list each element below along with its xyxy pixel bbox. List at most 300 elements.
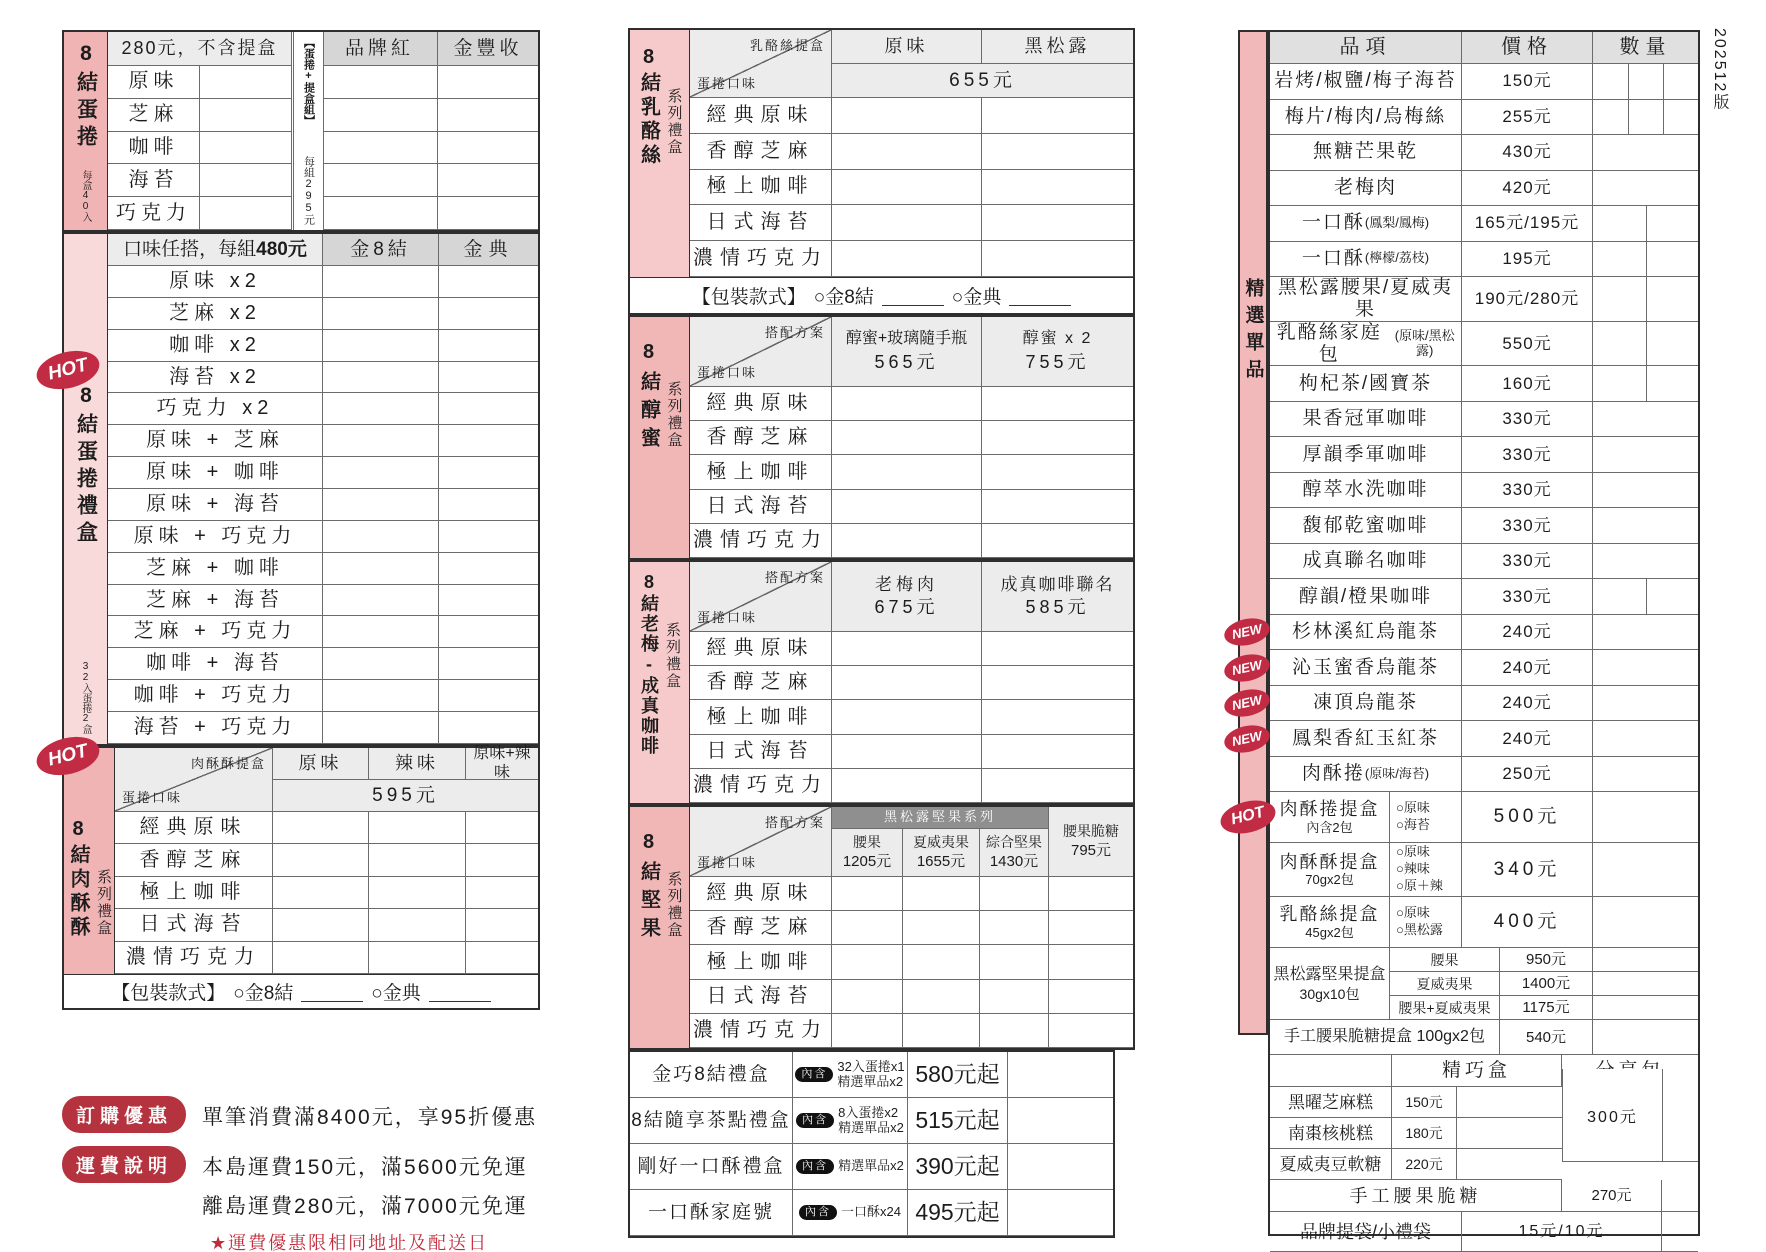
qty-cell[interactable] bbox=[1593, 322, 1698, 367]
sidebar-title: 8結老梅-成真咖啡 bbox=[639, 572, 659, 756]
qty-cell-option1[interactable] bbox=[832, 666, 982, 700]
qty-cell-classic[interactable] bbox=[439, 393, 538, 425]
qty-cell-option2[interactable] bbox=[982, 387, 1133, 421]
qty-cell[interactable] bbox=[1593, 64, 1698, 100]
qty-cell-option1[interactable] bbox=[832, 455, 982, 489]
contents-line-2: 精選單品x2 bbox=[837, 1073, 904, 1089]
qty-cell-option1[interactable] bbox=[832, 524, 982, 558]
item-name-cell bbox=[1270, 757, 1462, 793]
diagonal-top-label: 肉酥酥提盒 bbox=[190, 756, 266, 771]
qty-cell-cashew[interactable] bbox=[832, 911, 903, 945]
table-row bbox=[108, 330, 538, 362]
item-price: 330元 bbox=[1462, 402, 1593, 438]
qty-cell-classic[interactable] bbox=[439, 521, 538, 553]
table-row bbox=[690, 769, 1133, 803]
sidebar-eggroll bbox=[64, 32, 108, 230]
option-price: 585元 bbox=[1025, 597, 1090, 618]
item-name: 老梅肉 bbox=[1333, 176, 1397, 198]
qty-cell-mixed[interactable] bbox=[466, 844, 538, 876]
item-row bbox=[1270, 171, 1698, 207]
qty-cell-classic[interactable] bbox=[439, 457, 538, 489]
flavor-label: 香醇芝麻 bbox=[690, 421, 832, 455]
qty-cell[interactable] bbox=[1593, 171, 1698, 207]
qty-cell-original[interactable] bbox=[832, 170, 982, 206]
option-mixed[interactable]: ○原＋辣 bbox=[1396, 878, 1443, 894]
item-name: 品牌提袋/小禮袋 bbox=[1270, 1212, 1462, 1252]
column-header-mixed: 原味+辣味 bbox=[466, 748, 538, 780]
option-price: 1430元 bbox=[989, 853, 1039, 871]
diagonal-top-label: 搭配方案 bbox=[764, 570, 825, 585]
qty-cell-option1[interactable] bbox=[832, 632, 982, 666]
qty-cell-gold8[interactable] bbox=[323, 457, 439, 489]
qty-cell-cashew[interactable] bbox=[832, 877, 903, 911]
qty-cell-gold8[interactable] bbox=[323, 712, 439, 744]
item-row bbox=[1270, 473, 1698, 509]
variant-label: 夏威夷果 bbox=[1390, 972, 1500, 996]
item-price: 330元 bbox=[1462, 579, 1593, 615]
qty-cell[interactable] bbox=[1593, 437, 1698, 473]
qty-cell-spicy[interactable] bbox=[369, 942, 466, 974]
contents-line-1: 一口酥x24 bbox=[841, 1204, 901, 1220]
qty-cell-truffle[interactable] bbox=[982, 241, 1133, 277]
qty-cell-option1[interactable] bbox=[832, 490, 982, 524]
qty-cell[interactable] bbox=[1593, 757, 1698, 793]
qty-cell[interactable] bbox=[1593, 721, 1698, 757]
qty-cell-spicy[interactable] bbox=[369, 812, 466, 844]
qty-cell-cashew[interactable] bbox=[832, 945, 903, 979]
qty-cell-classic[interactable] bbox=[439, 648, 538, 680]
combo-price: 390元起 bbox=[908, 1144, 1008, 1190]
qty-cell[interactable] bbox=[200, 164, 292, 197]
combo-name: 8結隨享茶點禮盒 bbox=[630, 1098, 793, 1144]
qty-cell-classic[interactable] bbox=[439, 425, 538, 457]
qty-cell-original[interactable] bbox=[273, 844, 369, 876]
column-header-cashew-brittle bbox=[1049, 807, 1133, 877]
column-header-honey-x2 bbox=[982, 317, 1133, 387]
qty-cell-mixed[interactable] bbox=[466, 812, 538, 844]
qty-cell-mixed[interactable] bbox=[466, 909, 538, 941]
diagonal-header bbox=[690, 317, 832, 387]
diagonal-bottom-label: 蛋捲口味 bbox=[697, 610, 758, 625]
section-plum-coffee-giftbox bbox=[628, 560, 1135, 805]
diagonal-header bbox=[690, 30, 832, 98]
order-discount-text: 單筆消費滿8400元，享95折優惠 bbox=[202, 1106, 538, 1129]
qty-cell-option2[interactable] bbox=[982, 421, 1133, 455]
contains-badge: 內含 bbox=[795, 1067, 833, 1082]
qty-cell[interactable] bbox=[1593, 897, 1698, 948]
item-price: 165元/195元 bbox=[1462, 206, 1593, 242]
variant-price: 1175元 bbox=[1500, 996, 1593, 1020]
qty-cell-classic[interactable] bbox=[439, 266, 538, 298]
price-header: 280元，不含提盒 bbox=[108, 32, 292, 66]
fill-blank[interactable] bbox=[882, 285, 944, 306]
qty-cell-option2[interactable] bbox=[982, 632, 1133, 666]
qty-cell[interactable] bbox=[1593, 686, 1698, 722]
shipping-restriction-note: ★運費優惠限相同地址及配送日 bbox=[210, 1233, 489, 1252]
qty-cell-spicy[interactable] bbox=[369, 844, 466, 876]
qty-cell[interactable] bbox=[200, 66, 292, 99]
qty-cell-classic[interactable] bbox=[439, 585, 538, 617]
qty-cell-macadamia[interactable] bbox=[903, 980, 980, 1014]
qty-cell[interactable] bbox=[1008, 1190, 1113, 1236]
flavor-label: 日式海苔 bbox=[690, 735, 832, 769]
section-porksong-giftbox bbox=[62, 746, 540, 1010]
version-tag: 202512版 bbox=[1711, 28, 1728, 112]
diagonal-header bbox=[690, 807, 832, 877]
table-row bbox=[115, 909, 538, 941]
variant-label: 腰果 bbox=[1390, 948, 1500, 972]
qty-cell-brand-red[interactable] bbox=[322, 66, 438, 99]
item-row bbox=[1270, 322, 1698, 367]
qty-cell-cashew[interactable] bbox=[832, 1014, 903, 1048]
item-name-cell bbox=[1270, 64, 1462, 100]
qty-cell-option2[interactable] bbox=[982, 769, 1133, 803]
qty-cell-option1[interactable] bbox=[832, 735, 982, 769]
pork-roll-box-row bbox=[1229, 792, 1698, 843]
variant-row bbox=[1390, 948, 1698, 972]
qty-cell-mixed-nuts[interactable] bbox=[980, 980, 1049, 1014]
qty-cell-original[interactable] bbox=[832, 241, 982, 277]
item-price: 240元 bbox=[1462, 615, 1593, 651]
qty-cell-option2[interactable] bbox=[982, 455, 1133, 489]
sidebar-title: 8結肉酥酥 bbox=[67, 818, 89, 940]
table-row bbox=[690, 98, 1133, 134]
item-price: 330元 bbox=[1462, 473, 1593, 509]
qty-cell[interactable] bbox=[1008, 1098, 1113, 1144]
qty-cell-classic[interactable] bbox=[439, 712, 538, 744]
option-label: 夏威夷果 bbox=[913, 834, 969, 851]
qty-cell[interactable] bbox=[1593, 996, 1698, 1020]
qty-cell[interactable] bbox=[1593, 508, 1698, 544]
qty-cell-brand-red[interactable] bbox=[322, 164, 438, 197]
qty-cell-mixed[interactable] bbox=[466, 877, 538, 909]
qty-cell-option2[interactable] bbox=[982, 735, 1133, 769]
qty-cell-gold8[interactable] bbox=[323, 425, 439, 457]
fill-blank[interactable] bbox=[1009, 285, 1071, 306]
qty-cell-gold8[interactable] bbox=[323, 266, 439, 298]
qty-cell-truffle[interactable] bbox=[982, 170, 1133, 206]
qty-cell-original[interactable] bbox=[273, 909, 369, 941]
qty-cell-option2[interactable] bbox=[982, 700, 1133, 734]
option-original[interactable]: ○原味 bbox=[1396, 800, 1430, 816]
combo-row bbox=[630, 1190, 1113, 1236]
qty-cell[interactable] bbox=[1457, 1087, 1562, 1118]
contains-badge: 內含 bbox=[796, 1113, 834, 1128]
qty-cell-cashew-brittle[interactable] bbox=[1049, 945, 1133, 979]
item-name-cell bbox=[1229, 792, 1390, 843]
qty-cell-original[interactable] bbox=[832, 134, 982, 170]
qty-cell[interactable] bbox=[1662, 1180, 1698, 1212]
qty-cell[interactable] bbox=[1593, 473, 1698, 509]
flavor-label: 濃情巧克力 bbox=[690, 524, 832, 558]
qty-cell-classic[interactable] bbox=[439, 298, 538, 330]
column-header-mixed-nuts bbox=[980, 829, 1049, 877]
column-header-honey-bottle bbox=[832, 317, 982, 387]
table-row bbox=[108, 298, 538, 330]
option-truffle[interactable]: ○黑松露 bbox=[1396, 922, 1443, 938]
variant-price: 950元 bbox=[1500, 948, 1593, 972]
packaging-option-classic[interactable]: ○金典 bbox=[371, 983, 421, 1004]
item-name: 肉酥捲提盒 bbox=[1279, 799, 1380, 820]
option-label: 老梅肉 bbox=[875, 574, 938, 594]
nuts-rows bbox=[690, 877, 1133, 1048]
column-header-original: 原味 bbox=[273, 748, 369, 780]
section-eggroll-giftbox bbox=[62, 232, 540, 746]
item-price: 400元 bbox=[1462, 897, 1593, 948]
qty-cell-brand-red[interactable] bbox=[322, 197, 438, 230]
qty-cell-classic[interactable] bbox=[439, 362, 538, 394]
option-original[interactable]: ○原味 bbox=[1396, 844, 1430, 860]
item-name-cell bbox=[1270, 843, 1390, 897]
qty-cell-macadamia[interactable] bbox=[903, 1014, 980, 1048]
combo-price: 515元起 bbox=[908, 1098, 1008, 1144]
flavor-combo-label: 巧克力 x2 bbox=[108, 393, 323, 425]
section-combo-boxes bbox=[628, 1050, 1115, 1238]
sidebar-honey bbox=[630, 317, 690, 558]
sidebar-title: 8結堅果 bbox=[637, 831, 660, 945]
qty-cell[interactable] bbox=[1593, 615, 1698, 651]
qty-cell-gold8[interactable] bbox=[323, 585, 439, 617]
item-price: 255元 bbox=[1462, 100, 1593, 136]
qty-cell[interactable] bbox=[1593, 948, 1698, 972]
qty-cell-gold8[interactable] bbox=[323, 553, 439, 585]
qty-cell-spicy[interactable] bbox=[369, 877, 466, 909]
qty-cell[interactable] bbox=[1593, 843, 1698, 897]
qty-cell-brand-red[interactable] bbox=[322, 99, 438, 132]
qty-cell-spicy[interactable] bbox=[369, 909, 466, 941]
qty-cell[interactable] bbox=[1457, 1149, 1562, 1180]
qty-cell[interactable] bbox=[200, 99, 292, 132]
item-price: 420元 bbox=[1462, 171, 1593, 207]
qty-cell[interactable] bbox=[1593, 100, 1698, 136]
qty-cell-mixed-nuts[interactable] bbox=[980, 945, 1049, 979]
combo-contents bbox=[793, 1190, 908, 1236]
option-seaweed[interactable]: ○海苔 bbox=[1396, 817, 1430, 833]
table-row bbox=[108, 489, 538, 521]
qty-cell-classic[interactable] bbox=[439, 616, 538, 648]
option-original[interactable]: ○原味 bbox=[1396, 905, 1430, 921]
item-price: 430元 bbox=[1462, 135, 1593, 171]
qty-cell[interactable] bbox=[1008, 1052, 1113, 1098]
qty-cell[interactable] bbox=[1593, 206, 1698, 242]
item-price: 550元 bbox=[1462, 322, 1593, 367]
fill-blank[interactable] bbox=[301, 981, 363, 1002]
item-price: 330元 bbox=[1462, 508, 1593, 544]
pork-crisp-box-row bbox=[1270, 843, 1698, 897]
qty-cell-option2[interactable] bbox=[982, 524, 1133, 558]
sidebar-title: 8結蛋捲 bbox=[74, 42, 98, 152]
qty-cell-gold-harvest[interactable] bbox=[438, 66, 538, 99]
sweet-name: 黑曜芝麻糕 bbox=[1270, 1087, 1392, 1118]
column-header-coffee-collab bbox=[982, 562, 1133, 632]
sidebar-porksong bbox=[64, 748, 115, 974]
flavor-options-cell bbox=[1390, 792, 1462, 843]
table-row bbox=[115, 877, 538, 909]
qty-cell-truffle[interactable] bbox=[982, 205, 1133, 241]
qty-cell[interactable] bbox=[1662, 1069, 1698, 1162]
flavor-combo-label: 原味 + 海苔 bbox=[108, 489, 323, 521]
item-row bbox=[1270, 757, 1698, 793]
flavor-label: 經典原味 bbox=[690, 98, 832, 134]
qty-cell-option2[interactable] bbox=[982, 490, 1133, 524]
brand-bag-row bbox=[1270, 1212, 1698, 1252]
packaging-label: 【包裝款式】 bbox=[691, 287, 806, 308]
qty-cell[interactable] bbox=[1662, 1212, 1698, 1252]
item-name: 一口酥 bbox=[1301, 212, 1365, 234]
qty-cell-original[interactable] bbox=[273, 942, 369, 974]
qty-cell-classic[interactable] bbox=[439, 680, 538, 712]
column-header-brand-red: 品牌紅 bbox=[322, 32, 438, 66]
qty-cell-mixed-nuts[interactable] bbox=[980, 877, 1049, 911]
plum-table bbox=[690, 562, 1133, 803]
qty-cell[interactable] bbox=[1593, 366, 1698, 402]
item-price: 330元 bbox=[1462, 437, 1593, 473]
flavor-label: 濃情巧克力 bbox=[690, 769, 832, 803]
item-subtitle: 30gx10包 bbox=[1299, 985, 1360, 1002]
combo-contents bbox=[793, 1144, 908, 1190]
qty-cell[interactable] bbox=[1457, 1118, 1562, 1149]
qty-cell[interactable] bbox=[1593, 972, 1698, 996]
qty-cell-option1[interactable] bbox=[832, 387, 982, 421]
column-header-qty: 數量 bbox=[1593, 32, 1698, 64]
qty-cell[interactable] bbox=[1593, 135, 1698, 171]
table-row bbox=[108, 648, 538, 680]
table-row bbox=[108, 585, 538, 617]
option-price: 795元 bbox=[1070, 842, 1112, 860]
qty-cell-option1[interactable] bbox=[832, 769, 982, 803]
qty-cell-classic[interactable] bbox=[439, 489, 538, 521]
porksong-table bbox=[115, 745, 538, 974]
qty-cell-gold-harvest[interactable] bbox=[438, 99, 538, 132]
qty-cell-gold-harvest[interactable] bbox=[438, 132, 538, 165]
qty-cell[interactable] bbox=[200, 197, 292, 230]
qty-cell[interactable] bbox=[1593, 402, 1698, 438]
qty-cell-gold-harvest[interactable] bbox=[438, 197, 538, 230]
qty-cell-cashew-brittle[interactable] bbox=[1049, 877, 1133, 911]
section-eggroll-single bbox=[62, 30, 540, 232]
giftbox-rows bbox=[108, 266, 538, 744]
qty-cell[interactable] bbox=[1593, 650, 1698, 686]
item-subtitle: 45gx2包 bbox=[1305, 924, 1354, 940]
qty-cell-gold8[interactable] bbox=[323, 616, 439, 648]
qty-cell-macadamia[interactable] bbox=[903, 877, 980, 911]
qty-cell[interactable] bbox=[1593, 792, 1698, 843]
variant-row bbox=[1390, 996, 1698, 1020]
qty-cell-cashew-brittle[interactable] bbox=[1049, 1014, 1133, 1048]
qty-cell-gold8[interactable] bbox=[323, 362, 439, 394]
table-row bbox=[690, 387, 1133, 421]
flavor-label: 咖啡 bbox=[108, 132, 200, 165]
sidebar-subtitle: 系列禮盒 bbox=[664, 622, 681, 690]
item-price: 195元 bbox=[1462, 242, 1593, 278]
qty-cell-cashew-brittle[interactable] bbox=[1049, 911, 1133, 945]
sidebar-subtitle: 系列禮盒 bbox=[665, 871, 683, 939]
sweet-price: 150元 bbox=[1392, 1087, 1457, 1118]
qty-cell-cashew-brittle[interactable] bbox=[1049, 980, 1133, 1014]
sidebar-title: 8結蛋捲禮盒 bbox=[74, 384, 98, 548]
qty-cell[interactable] bbox=[1008, 1144, 1113, 1190]
cheese-box-row bbox=[1270, 897, 1698, 948]
sweet-price: 180元 bbox=[1392, 1118, 1457, 1149]
qty-cell[interactable] bbox=[1593, 1020, 1698, 1055]
qty-cell-original[interactable] bbox=[832, 205, 982, 241]
qty-cell-gold8[interactable] bbox=[323, 298, 439, 330]
handmade-brittle-row bbox=[1270, 1180, 1698, 1212]
item-name: 梅片/梅肉/烏梅絲 bbox=[1284, 105, 1447, 127]
qty-cell[interactable] bbox=[1593, 277, 1698, 322]
flavor-label: 濃情巧克力 bbox=[690, 1014, 832, 1048]
qty-cell[interactable] bbox=[1593, 579, 1698, 615]
item-name-cell bbox=[1270, 437, 1462, 473]
qty-cell-mixed-nuts[interactable] bbox=[980, 1014, 1049, 1048]
qty-cell-gold8[interactable] bbox=[323, 489, 439, 521]
qty-cell[interactable] bbox=[1593, 544, 1698, 580]
fill-blank[interactable] bbox=[429, 981, 491, 1002]
qty-cell-macadamia[interactable] bbox=[903, 911, 980, 945]
item-price: 330元 bbox=[1462, 544, 1593, 580]
qty-cell-brand-red[interactable] bbox=[322, 132, 438, 165]
packaging-option-gold8[interactable]: ○金8結 bbox=[233, 983, 294, 1004]
contents-line-1: 精選單品x2 bbox=[838, 1158, 904, 1174]
item-price: 150元 bbox=[1462, 64, 1593, 100]
qty-cell-gold8[interactable] bbox=[323, 521, 439, 553]
option-spicy[interactable]: ○辣味 bbox=[1396, 861, 1430, 877]
combo-contents bbox=[793, 1098, 908, 1144]
packaging-option-classic[interactable]: ○金典 bbox=[951, 287, 1002, 308]
qty-cell-gold8[interactable] bbox=[323, 648, 439, 680]
qty-cell-original[interactable] bbox=[273, 877, 369, 909]
qty-cell-gold8[interactable] bbox=[323, 680, 439, 712]
item-name: 黑松露堅果提盒 bbox=[1273, 966, 1386, 984]
qty-cell-option1[interactable] bbox=[832, 421, 982, 455]
qty-cell[interactable] bbox=[1593, 242, 1698, 278]
section-nuts-giftbox bbox=[628, 805, 1135, 1050]
qty-cell-macadamia[interactable] bbox=[903, 945, 980, 979]
flavor-label: 香醇芝麻 bbox=[115, 844, 273, 876]
table-row bbox=[108, 521, 538, 553]
new-badge: NEW bbox=[1222, 650, 1272, 685]
qty-cell-truffle[interactable] bbox=[982, 134, 1133, 170]
qty-cell-gold-harvest[interactable] bbox=[438, 164, 538, 197]
packaging-option-gold8[interactable]: ○金8結 bbox=[813, 287, 874, 308]
sidebar-note: 每盒40入 bbox=[80, 170, 91, 222]
price-all-label: 655元 bbox=[832, 64, 1133, 98]
item-name-cell bbox=[1230, 686, 1462, 722]
flavor-combo-label: 咖啡 + 海苔 bbox=[108, 648, 323, 680]
item-subtitle: 70gx2包 bbox=[1305, 872, 1354, 888]
qty-cell-gold8[interactable] bbox=[323, 330, 439, 362]
qty-cell[interactable] bbox=[200, 132, 292, 165]
qty-cell-gold8[interactable] bbox=[323, 393, 439, 425]
qty-cell-original[interactable] bbox=[273, 812, 369, 844]
qty-cell-truffle[interactable] bbox=[982, 98, 1133, 134]
blank-cell bbox=[1270, 1055, 1392, 1087]
sidebar-subtitle: 系列禮盒 bbox=[665, 88, 683, 156]
qty-cell-mixed[interactable] bbox=[466, 942, 538, 974]
table-row bbox=[690, 980, 1133, 1014]
flavor-combo-label: 芝麻 + 巧克力 bbox=[108, 616, 323, 648]
qty-cell-classic[interactable] bbox=[439, 330, 538, 362]
item-name-cell bbox=[1230, 721, 1462, 757]
qty-cell-option1[interactable] bbox=[832, 700, 982, 734]
qty-cell-original[interactable] bbox=[832, 98, 982, 134]
qty-cell-cashew[interactable] bbox=[832, 980, 903, 1014]
diagonal-top-label: 搭配方案 bbox=[764, 815, 825, 830]
qty-cell-mixed-nuts[interactable] bbox=[980, 911, 1049, 945]
new-badge: NEW bbox=[1222, 721, 1272, 756]
qty-cell-option2[interactable] bbox=[982, 666, 1133, 700]
qty-cell-classic[interactable] bbox=[439, 553, 538, 585]
